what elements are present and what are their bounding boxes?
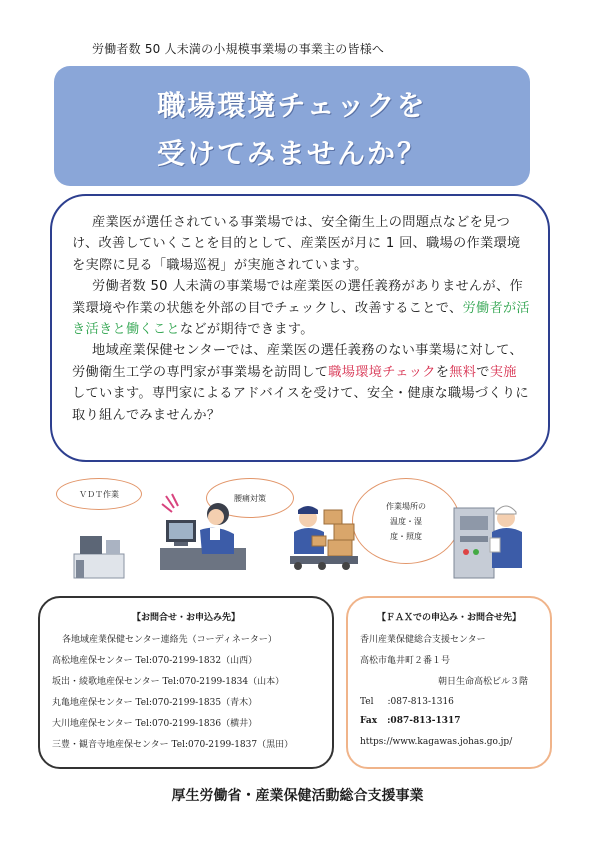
bubble-vdt-text: ＶＤＴ作業 — [79, 489, 119, 499]
paragraph-1-text: 産業医が選任されている事業場では、安全衛生上の問題点などを見つけ、改善していくことを目的として、産業医が月に 1 回、職場の作業環境を実際に見る「職場巡視」が実施されています。 — [72, 215, 521, 273]
paragraph-3 — [72, 340, 530, 426]
fax-number: :087-813-1317 — [387, 716, 461, 726]
fax-label: Fax — [360, 716, 378, 726]
title-line-2: 受けてみませんか？ — [156, 137, 427, 170]
highlight-workers-lively: 労働者が活き活きと働くこと — [72, 300, 530, 338]
contact-right-heading: 【ＦＡＸでの申込み・お問合せ先】 — [376, 613, 521, 623]
title-line-1: 職場環境チェックを — [157, 89, 427, 122]
highlight-environment-check: 職場環境チェック — [328, 364, 436, 380]
footer-sponsor: 厚生労働省・産業保健活動総合支援事業 — [171, 788, 424, 804]
highlight-free: 無料 — [449, 364, 477, 380]
bubble-env-line-1: 作業場所の — [386, 501, 426, 511]
paragraph-2-text-a: 労働者数 50 人未満の事業場では産業医の選任義務がありませんが、作業環境や作業の状態を外部の目でチェックし、改善することで、 — [72, 279, 523, 316]
bubble-env-line-2: 温度・湿 — [390, 516, 422, 526]
contact-row-sakaide: 坂出・綾歌地産保センター Tel:070-2199-1834（山本） — [52, 677, 285, 687]
tel-number: :087-813-1316 — [387, 697, 454, 707]
warehouse-worker-illustration — [286, 496, 362, 572]
bubble-vdt — [56, 478, 142, 510]
page-subtitle: 労働者数 50 人未満の小規模事業場の事業主の皆様へ — [92, 42, 385, 56]
tel-label: Tel — [360, 697, 374, 707]
paragraph-2 — [72, 276, 530, 340]
contact-row-okawa: 大川地産保センター Tel:070-2199-1836（横井） — [52, 719, 258, 729]
contact-right-address-1: 高松市亀井町２番１号 — [360, 656, 451, 666]
contact-left-subheading: 各地域産業保健センター連絡先（コーディネーター） — [62, 635, 277, 645]
bubble-env-line-3: 度・照度 — [390, 531, 422, 541]
contact-right-tel — [360, 697, 454, 707]
paragraph-3-text-d: しています。専門家によるアドバイスを受けて、安全・健康な職場づくりに取り組んでみませんか？ — [72, 386, 529, 423]
vdt-worker-illustration — [158, 490, 248, 576]
inspector-illustration — [452, 498, 524, 580]
contact-row-marugame: 丸亀地産保センター Tel:070-2199-1835（青木） — [52, 698, 258, 708]
title-banner — [54, 66, 530, 186]
paragraph-3-text-b: を — [435, 364, 450, 380]
paragraph-3-text-c: で — [476, 364, 490, 380]
highlight-implement: 実施 — [489, 364, 517, 380]
bubble-environment — [352, 478, 460, 564]
contact-right-url[interactable]: https://www.kagawas.johas.go.jp/ — [360, 737, 513, 747]
paragraph-3-text-a: 地域産業保健センターでは、産業医の選任義務のない事業場に対して、労働衛生工学の専門家が事業場を訪問して — [72, 343, 523, 380]
contact-box-regional — [38, 596, 334, 769]
paragraph-2-text-b: などが期待できます。 — [179, 322, 314, 338]
bubble-back-pain-text: 腰痛対策 — [234, 493, 266, 503]
contact-box-fax — [346, 596, 552, 769]
contact-row-mitoyo: 三豊・観音寺地産保センター Tel:070-2199-1837（黒田） — [52, 740, 294, 750]
contact-row-takamatsu: 高松地産保センター Tel:070-2199-1832（山西） — [52, 656, 258, 666]
paragraph-1 — [72, 212, 530, 276]
main-description-box — [50, 194, 550, 462]
contact-right-address-2: 朝日生命高松ビル３階 — [438, 677, 529, 687]
contact-right-org: 香川産業保健総合支援センター — [360, 635, 486, 645]
contact-left-heading: 【お問合せ・お申込み先】 — [131, 613, 240, 623]
contact-right-fax — [360, 716, 461, 726]
office-desk-illustration — [70, 530, 126, 580]
